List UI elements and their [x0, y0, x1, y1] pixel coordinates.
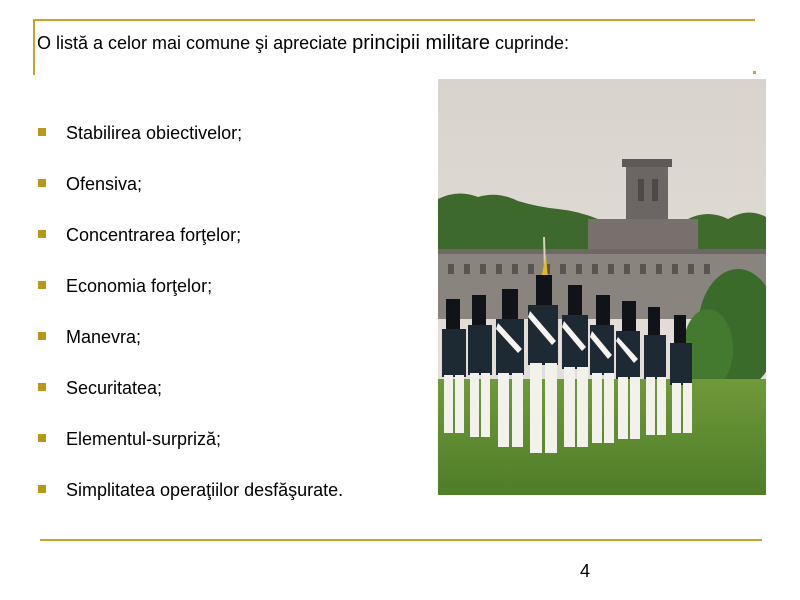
bullet-square-icon	[38, 128, 46, 136]
bullet-square-icon	[38, 434, 46, 442]
bullet-square-icon	[38, 383, 46, 391]
bullet-square-icon	[38, 332, 46, 340]
page-number: 4	[580, 561, 591, 581]
bullet-square-icon	[38, 230, 46, 238]
principles-bullet-list	[36, 108, 343, 516]
bullet-item	[36, 414, 343, 465]
title-frame-dot	[753, 71, 756, 74]
bullet-square-icon	[38, 281, 46, 289]
bullet-text: Concentrarea forţelor;	[66, 225, 242, 245]
bullet-text: Elementul-surpriză;	[66, 429, 222, 449]
cadets-parade-photo	[438, 79, 766, 495]
bullet-text: Stabilirea obiectivelor;	[66, 123, 243, 143]
bullet-square-icon	[38, 485, 46, 493]
title-frame-left-border	[33, 19, 35, 75]
bullet-item	[36, 261, 343, 312]
bullet-item	[36, 159, 343, 210]
slide-title-highlight: principii militare	[352, 32, 490, 54]
bullet-item	[36, 312, 343, 363]
bullet-text: Simplitatea operaţiilor desfăşurate.	[66, 480, 344, 500]
bullet-item	[36, 108, 343, 159]
bullet-text: Ofensiva;	[66, 174, 143, 194]
slide-title-part1: O listă a celor mai comune şi apreciate	[37, 33, 353, 53]
bullet-item	[36, 210, 343, 261]
bullet-square-icon	[38, 179, 46, 187]
bullet-item	[36, 465, 343, 516]
slide-title	[37, 32, 569, 55]
slide-title-part2: cuprinde:	[489, 33, 570, 53]
bullet-item	[36, 363, 343, 414]
title-frame-top-border	[33, 19, 755, 21]
bullet-text: Securitatea;	[66, 378, 163, 398]
bullet-text: Economia forţelor;	[66, 276, 213, 296]
bottom-rule	[40, 539, 762, 541]
bullet-text: Manevra;	[66, 327, 142, 347]
